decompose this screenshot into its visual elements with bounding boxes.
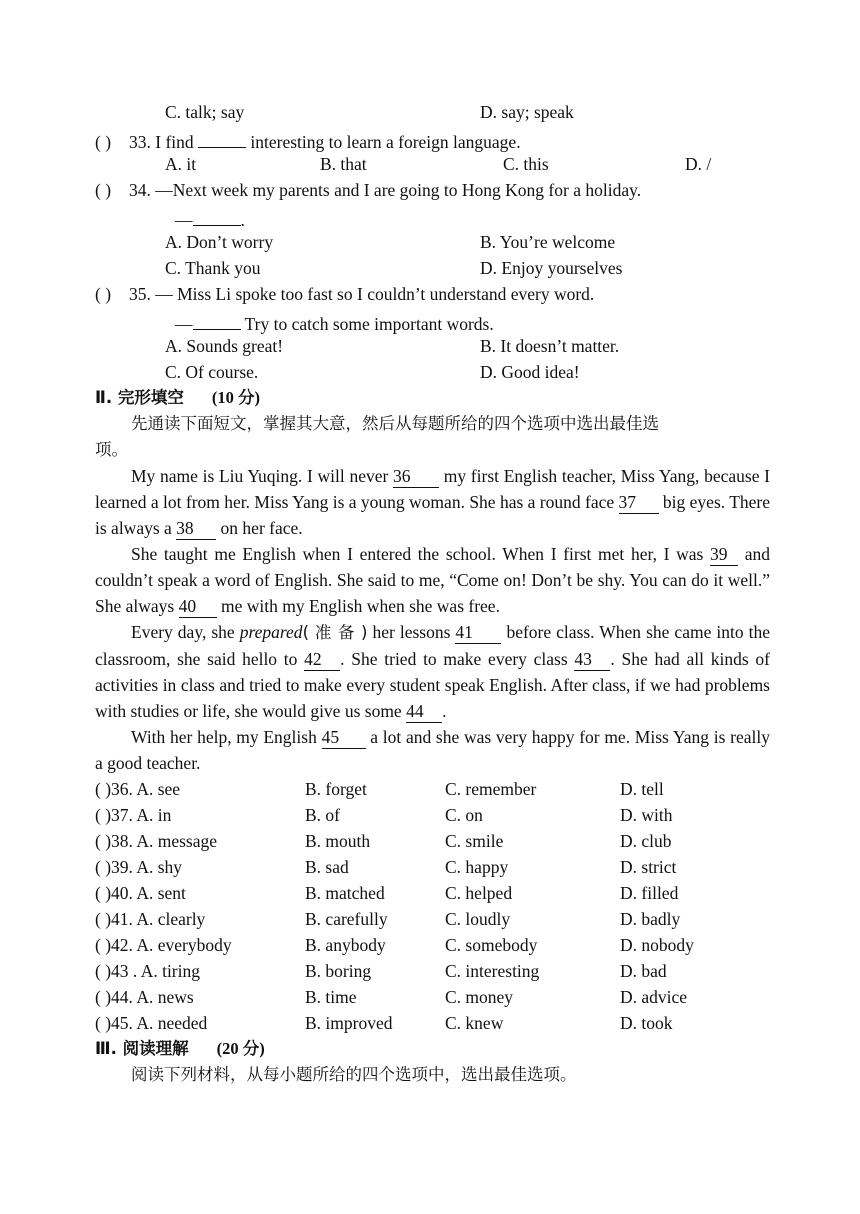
- q35-options-row-2: [95, 359, 770, 385]
- q34-stem: ( ) 34. —Next week my parents and I are going to Hong Kong for a holiday.: [95, 177, 770, 203]
- list-item: ( )44. A. news B. time C. money D. advice: [95, 987, 688, 1007]
- q32-option-c: C. talk; say: [165, 102, 245, 122]
- section-2-instruction: 先通读下面短文，掌握其大意，然后从每题所给的四个选项中选出最佳选: [131, 414, 659, 433]
- list-item: ( )42. A. everybody B. anybody C. somebody D. nobody: [95, 935, 694, 955]
- section-3-heading: Ⅲ. 阅读理解 (20 分): [95, 1039, 265, 1058]
- list-item: ( )36. A. see B. forget C. remember D. tell: [95, 779, 664, 799]
- section-2-instruction-cont: 项。: [95, 440, 128, 459]
- cloze-blank-40: 40: [179, 596, 217, 618]
- passage-paragraph-3: Every day, she prepared( 准 备 ) her lessons 41 before class. When she came into the classroom, she said hello to 42 . She tried to make every class 43 . She had all kinds of activities in class and tried to make every student speak English. After class, if we had problems with studies or life, she would give us some 44 .: [95, 622, 771, 721]
- q35-stem: ( ) 35. — Miss Li spoke too fast so I couldn’t understand every word.: [95, 281, 770, 307]
- q35-option-d: D. Good idea!: [480, 362, 580, 382]
- section-3-instruction: 阅读下列材料，从每小题所给的四个选项中，选出最佳选项。: [131, 1065, 577, 1084]
- q34-option-c: C. Thank you: [165, 258, 261, 278]
- q33-option-a: A. it: [165, 154, 197, 174]
- cloze-options-list: [95, 776, 770, 1036]
- cloze-blank-44: 44: [406, 701, 442, 723]
- answer-paren: ( ): [95, 180, 112, 200]
- q32-options-row: [95, 99, 770, 125]
- q32-option-d: D. say; speak: [480, 102, 574, 122]
- cloze-blank-38: 38: [176, 518, 216, 540]
- list-item: ( )37. A. in B. of C. on D. with: [95, 805, 673, 825]
- list-item: ( )38. A. message B. mouth C. smile D. club: [95, 831, 672, 851]
- q34-option-b: B. You’re welcome: [480, 232, 616, 252]
- list-item: ( )39. A. shy B. sad C. happy D. strict: [95, 857, 677, 877]
- q33-options-row: [95, 151, 770, 177]
- cloze-blank-39: 39: [710, 544, 738, 566]
- q34-options-row-1: [95, 229, 770, 255]
- answer-blank: [198, 125, 246, 148]
- list-item: ( )43 . A. tiring B. boring C. interesting D. bad: [95, 961, 667, 981]
- cloze-blank-45: 45: [322, 727, 366, 749]
- cloze-blank-36: 36: [393, 466, 439, 488]
- q35-option-a: A. Sounds great!: [165, 336, 284, 356]
- answer-blank: [193, 203, 241, 226]
- list-item: ( )41. A. clearly B. carefully C. loudly D. badly: [95, 909, 681, 929]
- q34-options-row-2: [95, 255, 770, 281]
- cloze-blank-42: 42: [304, 649, 340, 671]
- q35-reply: — Try to catch some important words.: [95, 307, 770, 333]
- section-2-heading: Ⅱ. 完形填空 (10 分): [95, 388, 261, 407]
- q35-option-c: C. Of course.: [165, 362, 259, 382]
- passage-paragraph-1: My name is Liu Yuqing. I will never 36 my first English teacher, Miss Yang, because I learned a lot from her. Miss Yang is a young woman. She has a round face 37 big eyes. There is always a 38 on her face.: [95, 466, 771, 538]
- cloze-blank-43: 43: [574, 649, 610, 671]
- cloze-blank-41: 41: [455, 622, 501, 644]
- answer-paren: ( ): [95, 284, 112, 304]
- list-item: ( )45. A. needed B. improved C. knew D. took: [95, 1013, 673, 1033]
- exam-page: [95, 99, 770, 1088]
- q33-option-b: B. that: [320, 154, 367, 174]
- q34-reply: — .: [95, 203, 770, 229]
- answer-blank: [193, 307, 241, 330]
- list-item: ( )40. A. sent B. matched C. helped D. filled: [95, 883, 679, 903]
- q33-option-c: C. this: [503, 154, 549, 174]
- q34-option-d: D. Enjoy yourselves: [480, 258, 623, 278]
- q35-options-row-1: [95, 333, 770, 359]
- q35-option-b: B. It doesn’t matter.: [480, 336, 620, 356]
- answer-paren: ( ): [95, 132, 112, 152]
- passage-paragraph-4: With her help, my English 45 a lot and she was very happy for me. Miss Yang is really a good teacher.: [95, 727, 770, 773]
- q33-option-d: D. /: [685, 154, 712, 174]
- q33-stem: ( ) 33. I find interesting to learn a foreign language.: [95, 125, 770, 151]
- passage-paragraph-2: She taught me English when I entered the school. When I first met her, I was 39 and couldn’t speak a word of English. She said to me, “Come on! Don’t be shy. You can do it well.” She always 40 me with my English when she was free.: [95, 544, 770, 616]
- cloze-blank-37: 37: [619, 492, 659, 514]
- q34-option-a: A. Don’t worry: [165, 232, 274, 252]
